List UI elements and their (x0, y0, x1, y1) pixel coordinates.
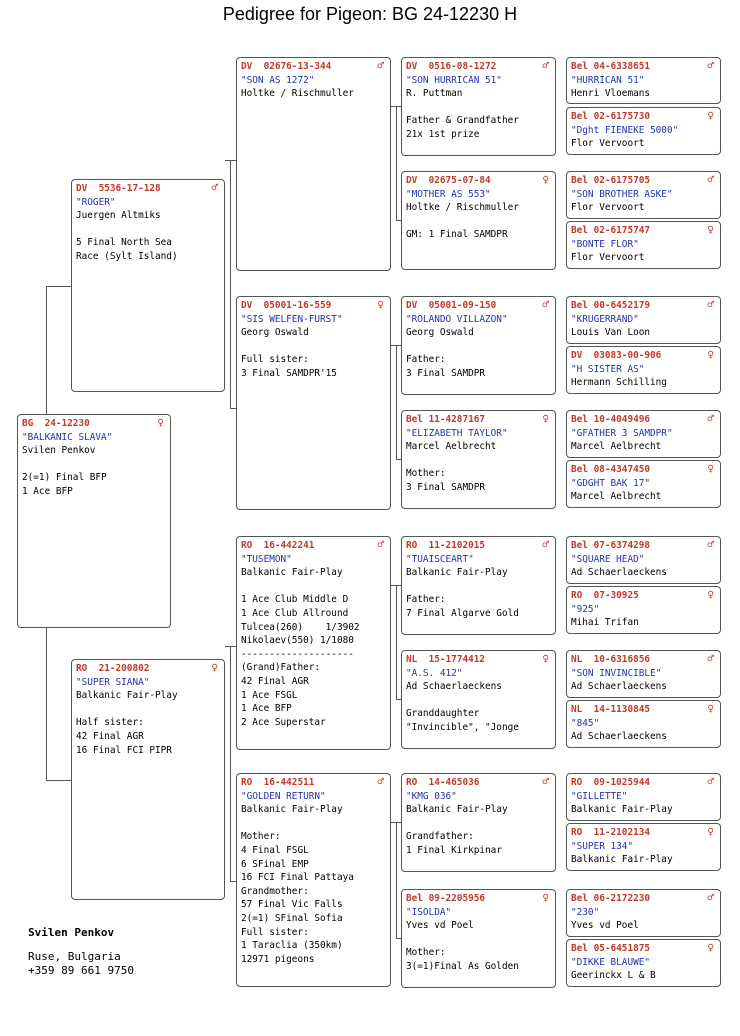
note-line: 2(=1) SFinal Sofia (241, 912, 343, 924)
pigeon-name: "GFATHER 3 SAMDPR" (571, 427, 673, 439)
male-symbol-icon: ♂ (707, 412, 714, 425)
pigeon-card-sire-dam[interactable] (236, 296, 391, 510)
female-symbol-icon: ♀ (542, 891, 549, 904)
connector-line (46, 780, 71, 781)
note-line: 1 Taraclia (350km) (241, 940, 343, 952)
male-symbol-icon: ♂ (542, 538, 549, 551)
pigeon-name: "TUSEMON" (241, 553, 292, 565)
ring-number: Bel 02-6175705 (571, 175, 651, 186)
pigeon-name: "ROLANDO VILLAZON" (406, 313, 508, 325)
note-line: GM: 1 Final SAMDPR (406, 229, 508, 241)
male-symbol-icon: ♂ (707, 59, 714, 72)
ring-number: RO 11-2102134 (571, 827, 651, 838)
male-symbol-icon: ♂ (377, 775, 384, 788)
owner-name: Flor Vervoort (571, 252, 645, 264)
pigeon-name: "GILLETTE" (571, 790, 628, 802)
pigeon-card-g4-7[interactable] (401, 773, 556, 872)
pigeon-card-g4-3[interactable] (401, 296, 556, 395)
ring-number: NL 14-1130845 (571, 704, 651, 715)
pigeon-card-g5-12[interactable] (566, 700, 721, 748)
owner-name: Ad Schaerlaeckens (406, 681, 502, 693)
note-line: -------------------- (241, 648, 354, 660)
connector-line (46, 628, 47, 780)
pigeon-card-dam-dam[interactable] (236, 773, 391, 987)
pigeon-card-subject[interactable] (17, 414, 171, 628)
ring-number: RO 09-1025944 (571, 777, 651, 788)
pigeon-card-g5-16[interactable] (566, 939, 721, 987)
ring-number: Bel 00-6452179 (571, 300, 651, 311)
note-line: 3 Final SAMDPR (406, 481, 486, 493)
pigeon-name: "KMG 036" (406, 790, 457, 802)
ring-number: DV 0516-08-1272 (406, 61, 497, 72)
breeder-phone: +359 89 661 9750 (28, 964, 134, 977)
ring-number: DV 02676-13-344 (241, 61, 332, 72)
ring-number: DV 05001-09-150 (406, 300, 497, 311)
pigeon-card-g5-6[interactable] (566, 346, 721, 394)
note-line: Full sister: (241, 354, 309, 366)
pigeon-card-g5-9[interactable] (566, 536, 721, 584)
connector-line (396, 822, 397, 938)
ring-number: RO 16-442241 (241, 540, 315, 551)
ring-number: Bel 11-4287167 (406, 414, 486, 425)
ring-number: RO 07-30925 (571, 590, 639, 601)
owner-name: Yves vd Poel (571, 920, 639, 932)
ring-number: Bel 10-4049496 (571, 414, 651, 425)
female-symbol-icon: ♀ (211, 661, 218, 674)
owner-name: Geerinckx L & B (571, 970, 656, 982)
note-line: 16 FCI Final Pattaya (241, 872, 354, 884)
note-line: Full sister: (241, 926, 309, 938)
ring-number: NL 10-6316856 (571, 654, 651, 665)
male-symbol-icon: ♂ (707, 173, 714, 186)
note-line: 2 Ace Superstar (241, 716, 326, 728)
pigeon-name: "HURRICAN 51" (571, 74, 645, 86)
pigeon-name: "ROGER" (76, 196, 116, 208)
ring-number: Bel 05-6451875 (571, 943, 651, 954)
owner-name: Holtke / Rischmuller (241, 88, 354, 100)
ring-number: Bel 04-6338651 (571, 61, 651, 72)
pigeon-name: "KRUGERRAND" (571, 313, 639, 325)
ring-number: Bel 07-6374298 (571, 540, 651, 551)
pigeon-name: "SON HURRICAN 51" (406, 74, 502, 86)
pigeon-name: "BALKANIC SLAVA" (22, 431, 113, 443)
owner-name: Yves vd Poel (406, 920, 474, 932)
connector-line (396, 345, 397, 459)
pigeon-card-g4-5[interactable] (401, 536, 556, 635)
owner-name: Balkanic Fair-Play (406, 804, 508, 816)
page-title: Pedigree for Pigeon: BG 24-12230 H (222, 4, 518, 24)
connector-line (396, 106, 397, 220)
note-line: 42 Final AGR (241, 675, 309, 687)
connector-line (396, 585, 397, 699)
owner-name: Balkanic Fair-Play (571, 804, 673, 816)
note-line: 1 Ace Club Allround (241, 607, 349, 619)
pigeon-name: "GOLDEN RETURN" (241, 790, 326, 802)
note-line (241, 580, 386, 594)
pigeon-name: "SON INVINCIBLE" (571, 667, 662, 679)
note-line (22, 458, 166, 472)
owner-name: Ad Schaerlaeckens (571, 681, 667, 693)
note-line: Granddaughter (406, 708, 480, 720)
note-line (406, 101, 551, 115)
owner-name: Balkanic Fair-Play (76, 690, 178, 702)
pigeon-name: "SUPER SIANA" (76, 676, 150, 688)
owner-name: Svilen Penkov (22, 445, 96, 457)
pigeon-card-dam[interactable] (71, 659, 225, 900)
pigeon-name: "925" (571, 603, 600, 615)
pigeon-name: "SIS WELFEN-FURST" (241, 313, 343, 325)
male-symbol-icon: ♂ (542, 775, 549, 788)
pigeon-name: "A.S. 412" (406, 667, 463, 679)
ring-number: RO 21-200802 (76, 663, 150, 674)
note-line: 3 Final SAMDPR'15 (241, 367, 337, 379)
note-line (406, 933, 551, 947)
pigeon-name: "BONTE FLOR" (571, 238, 639, 250)
breeder-contact (28, 926, 134, 978)
ring-number: RO 11-2102015 (406, 540, 486, 551)
owner-name: Marcel Aelbrecht (571, 491, 662, 503)
owner-name: Ad Schaerlaeckens (571, 731, 667, 743)
pigeon-name: "MOTHER AS 553" (406, 188, 491, 200)
pigeon-name: "DIKKE BLAUWE" (571, 956, 651, 968)
owner-name: Hermann Schilling (571, 377, 667, 389)
ring-number: Bel 02-6175730 (571, 111, 651, 122)
ring-number: RO 14-465036 (406, 777, 480, 788)
female-symbol-icon: ♀ (542, 412, 549, 425)
note-line: Mother: (406, 947, 446, 959)
ring-number: DV 02675-07-84 (406, 175, 491, 186)
pigeon-name: "845" (571, 717, 600, 729)
note-line: 16 Final FCI PIPR (76, 744, 172, 756)
pigeon-card-g4-4[interactable] (401, 410, 556, 509)
female-symbol-icon: ♀ (707, 588, 714, 601)
pigeon-name: "ISOLDA" (406, 906, 452, 918)
ring-number: NL 15-1774412 (406, 654, 486, 665)
pigeon-card-g5-5[interactable] (566, 296, 721, 344)
note-line (406, 694, 551, 708)
connector-line (396, 699, 401, 700)
note-line: 57 Final Vic Falls (241, 899, 343, 911)
note-line (406, 580, 551, 594)
note-line: "Invincible", "Jonge (406, 721, 519, 733)
owner-name: Juergen Altmiks (76, 210, 161, 222)
note-line (406, 454, 551, 468)
note-line: Race (Sylt Island) (76, 250, 178, 262)
note-line: 1 Ace BFP (241, 703, 292, 715)
ring-number: BG 24-12230 (22, 418, 90, 429)
pigeon-card-g5-10[interactable] (566, 586, 721, 634)
connector-line (46, 286, 47, 414)
pigeon-card-g5-13[interactable] (566, 773, 721, 821)
owner-name: Balkanic Fair-Play (241, 804, 343, 816)
note-line: Grandfather: (406, 831, 474, 843)
connector-line (396, 220, 401, 221)
pigeon-card-g4-6[interactable] (401, 650, 556, 749)
female-symbol-icon: ♀ (707, 109, 714, 122)
ring-number: Bel 08-4347450 (571, 464, 651, 475)
male-symbol-icon: ♂ (377, 538, 384, 551)
pigeon-card-sire-sire[interactable] (236, 57, 391, 271)
male-symbol-icon: ♂ (707, 775, 714, 788)
pigeon-card-g5-15[interactable] (566, 889, 721, 937)
note-line: 6 SFinal EMP (241, 858, 309, 870)
note-line: Father & Grandfather (406, 115, 519, 127)
pigeon-card-sire[interactable] (71, 179, 225, 392)
male-symbol-icon: ♂ (377, 59, 384, 72)
note-line (241, 340, 386, 354)
female-symbol-icon: ♀ (542, 652, 549, 665)
owner-name: Balkanic Fair-Play (406, 567, 508, 579)
owner-name: Ad Schaerlaeckens (571, 567, 667, 579)
note-line: (Grand)Father: (241, 662, 321, 674)
pigeon-name: "230" (571, 906, 600, 918)
note-line (76, 223, 220, 237)
pigeon-name: "SQUARE HEAD" (571, 553, 645, 565)
pigeon-card-g5-3[interactable] (566, 171, 721, 219)
note-line: 5 Final North Sea (76, 237, 172, 249)
note-line: 21x 1st prize (406, 128, 480, 140)
female-symbol-icon: ♀ (707, 825, 714, 838)
female-symbol-icon: ♀ (377, 298, 384, 311)
ring-number: RO 16-442511 (241, 777, 315, 788)
owner-name: Holtke / Rischmuller (406, 202, 519, 214)
male-symbol-icon: ♂ (707, 652, 714, 665)
note-line: Father: (406, 354, 446, 366)
note-line: 4 Final FSGL (241, 844, 309, 856)
ring-number: DV 03083-00-906 (571, 350, 662, 361)
connector-line (230, 646, 231, 881)
pigeon-card-g5-11[interactable] (566, 650, 721, 698)
ring-number: DV 5536-17-128 (76, 183, 161, 194)
owner-name: Mihai Trifan (571, 617, 639, 629)
female-symbol-icon: ♀ (707, 702, 714, 715)
note-line: Tulcea(260) 1/3902 (241, 621, 360, 633)
note-line: Father: (406, 594, 446, 606)
note-line: Half sister: (76, 717, 144, 729)
female-symbol-icon: ♀ (707, 348, 714, 361)
owner-name: Henri Vloemans (571, 88, 651, 100)
note-line (406, 817, 551, 831)
owner-name: Flor Vervoort (571, 138, 645, 150)
female-symbol-icon: ♀ (157, 416, 164, 429)
connector-line (46, 286, 71, 287)
owner-name: R. Puttman (406, 88, 463, 100)
ring-number: DV 05001-16-559 (241, 300, 332, 311)
owner-name: Marcel Aelbrecht (571, 441, 662, 453)
note-line: 1 Ace BFP (22, 485, 73, 497)
note-line: Mother: (406, 468, 446, 480)
owner-name: Flor Vervoort (571, 202, 645, 214)
male-symbol-icon: ♂ (707, 891, 714, 904)
female-symbol-icon: ♀ (707, 223, 714, 236)
ring-number: Bel 09-2205956 (406, 893, 486, 904)
pigeon-name: "TUAISCEART" (406, 553, 474, 565)
note-line (241, 817, 386, 831)
pigeon-name: "ELIZABETH TAYLOR" (406, 427, 508, 439)
note-line: 1 Ace Club Middle D (241, 594, 349, 606)
note-line: 12971 pigeons (241, 953, 315, 965)
connector-line (396, 459, 401, 460)
pigeon-name: "GDGHT BAK 17" (571, 477, 651, 489)
pigeon-card-g5-14[interactable] (566, 823, 721, 871)
note-line (406, 215, 551, 229)
note-line: Mother: (241, 831, 281, 843)
pigeon-card-g5-1[interactable] (566, 57, 721, 104)
pigeon-card-g5-8[interactable] (566, 460, 721, 508)
owner-name: Balkanic Fair-Play (241, 567, 343, 579)
pigeon-name: "Dght FIENEKE 5000" (571, 124, 679, 136)
male-symbol-icon: ♂ (707, 298, 714, 311)
connector-line (230, 160, 231, 408)
note-line: Grandmother: (241, 885, 309, 897)
breeder-name: Svilen Penkov (28, 926, 115, 939)
female-symbol-icon: ♀ (707, 462, 714, 475)
pigeon-card-g5-7[interactable] (566, 410, 721, 458)
owner-name: Marcel Aelbrecht (406, 441, 497, 453)
female-symbol-icon: ♀ (707, 941, 714, 954)
male-symbol-icon: ♂ (707, 538, 714, 551)
owner-name: Georg Oswald (406, 327, 474, 339)
note-line: 1 Ace FSGL (241, 689, 298, 701)
ring-number: Bel 06-2172230 (571, 893, 651, 904)
male-symbol-icon: ♂ (542, 59, 549, 72)
pigeon-name: "SUPER 134" (571, 840, 634, 852)
note-line: 2(=1) Final BFP (22, 472, 107, 484)
connector-line (230, 408, 236, 409)
owner-name: Georg Oswald (241, 327, 309, 339)
pigeon-name: "SON AS 1272" (241, 74, 315, 86)
note-line: 3 Final SAMDPR (406, 367, 486, 379)
pigeon-card-g4-2[interactable] (401, 171, 556, 270)
pigeon-card-g5-4[interactable] (566, 221, 721, 269)
pigeon-card-dam-sire[interactable] (236, 536, 391, 750)
note-line: 7 Final Algarve Gold (406, 607, 519, 619)
note-line: Nikolaev(550) 1/1080 (241, 635, 354, 647)
breeder-city: Ruse, Bulgaria (28, 950, 121, 963)
pigeon-card-g4-1[interactable] (401, 57, 556, 156)
pigeon-name: "SON BROTHER ASKE" (571, 188, 673, 200)
note-line (76, 703, 220, 717)
note-line (406, 340, 551, 354)
male-symbol-icon: ♂ (211, 181, 218, 194)
pigeon-name: "H SISTER AS" (571, 363, 645, 375)
owner-name: Louis Van Loon (571, 327, 651, 339)
note-line: 1 Final Kirkpinar (406, 844, 502, 856)
pigeon-card-g5-2[interactable] (566, 107, 721, 155)
owner-name: Balkanic Fair-Play (571, 854, 673, 866)
note-line: 3(=1)Final As Golden (406, 960, 519, 972)
male-symbol-icon: ♂ (542, 298, 549, 311)
connector-line (230, 881, 236, 882)
note-line: 42 Final AGR (76, 730, 144, 742)
connector-line (396, 938, 401, 939)
pigeon-card-g4-8[interactable] (401, 889, 556, 988)
ring-number: Bel 02-6175747 (571, 225, 651, 236)
female-symbol-icon: ♀ (542, 173, 549, 186)
